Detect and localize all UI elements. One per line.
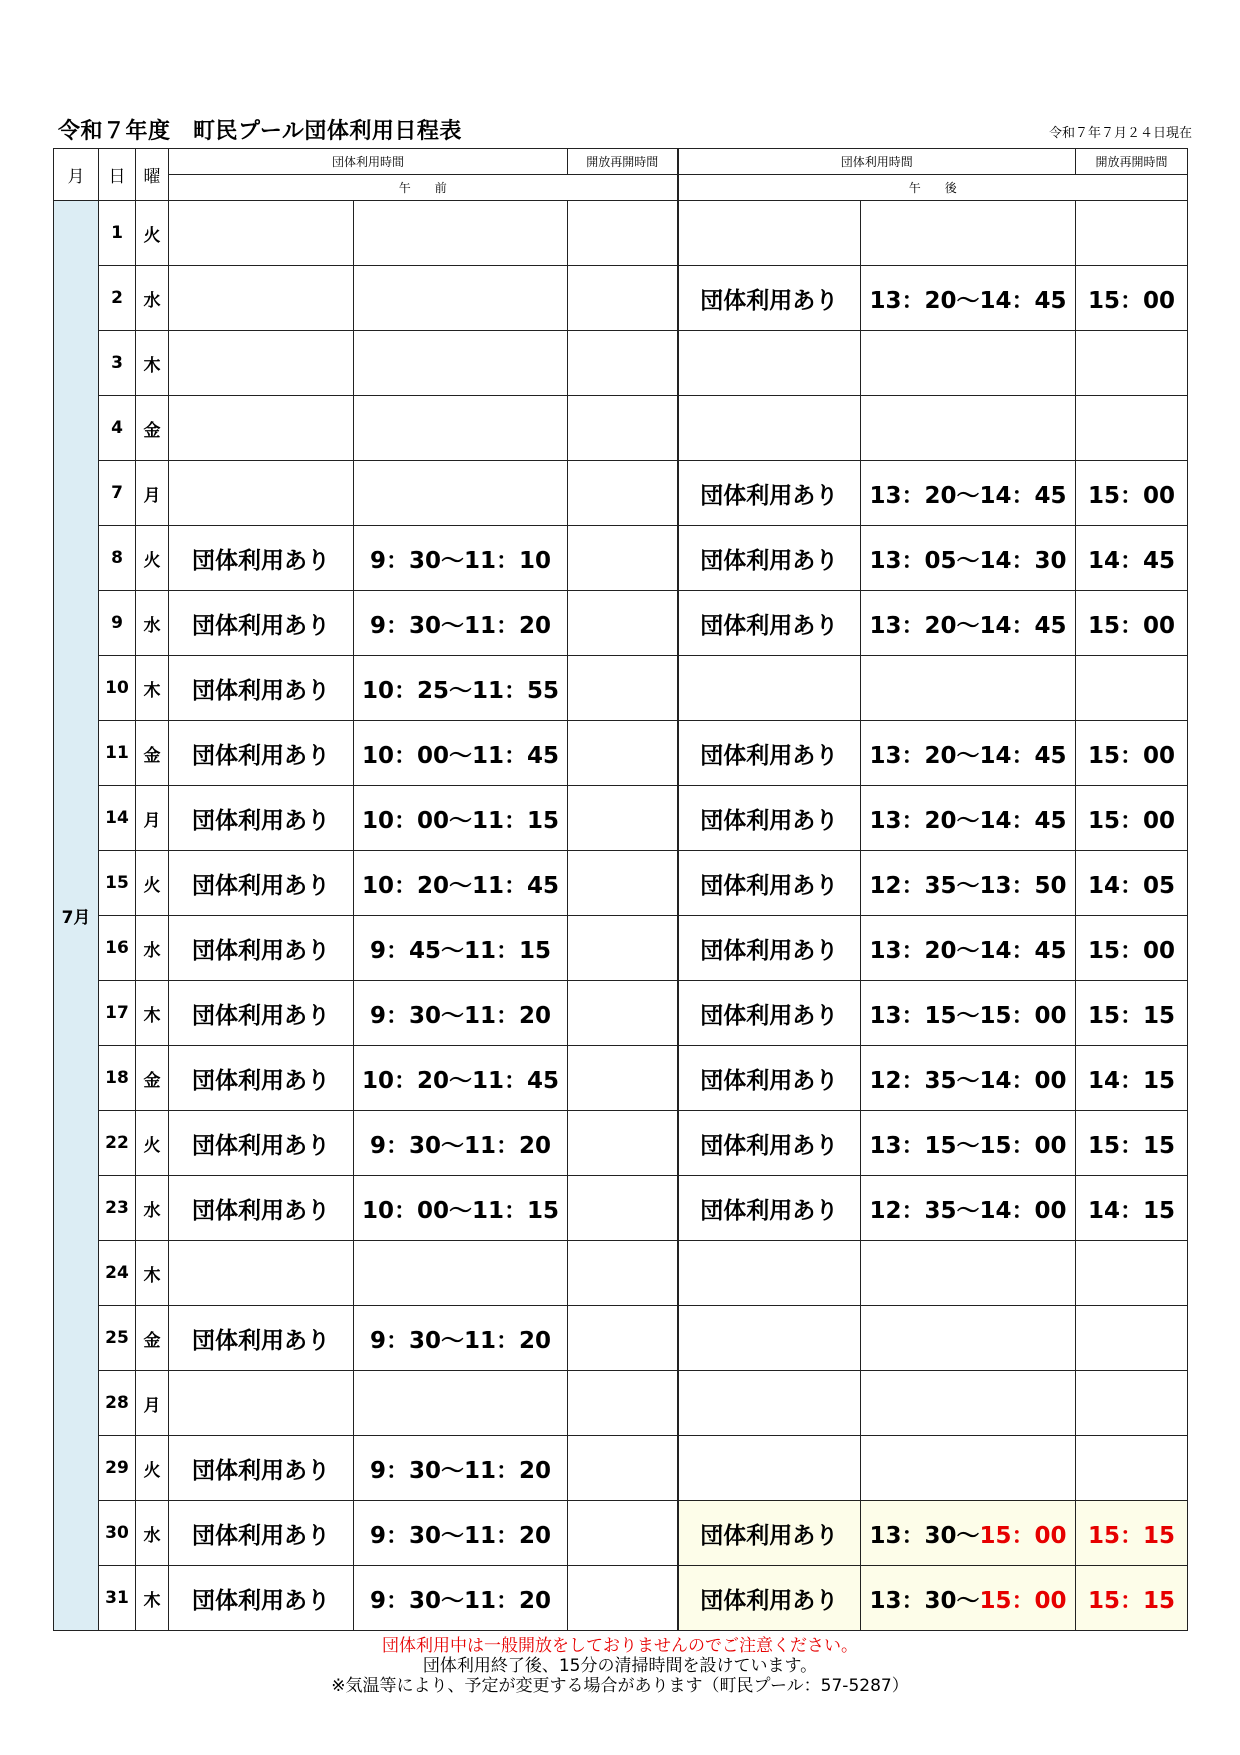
am-time-cell: 9：30～11：20: [354, 1111, 568, 1176]
note-weather: ※気温等により、予定が変更する場合があります（町民プール：57-5287）: [331, 1676, 909, 1696]
am-group-cell: [169, 1371, 354, 1436]
pm-time-start: 12：35～: [869, 872, 980, 899]
am-group-cell: 団体利用あり: [169, 526, 354, 591]
table-row: [54, 1111, 1188, 1176]
am-time-cell: [354, 266, 568, 331]
pm-time-start: 13：20～: [869, 482, 980, 509]
am-group-cell: 団体利用あり: [169, 1046, 354, 1111]
table-row: [54, 786, 1188, 851]
pm-time-cell: [861, 266, 1076, 331]
am-group-cell: 団体利用あり: [169, 656, 354, 721]
weekday-cell: 月: [136, 786, 169, 851]
pm-reopen-cell: 15：00: [1076, 266, 1188, 331]
pm-reopen-cell: 15：00: [1076, 786, 1188, 851]
pm-time-start: 13：15～: [869, 1002, 980, 1029]
pm-reopen-cell: [1076, 656, 1188, 721]
pm-time-end: 13：50: [979, 872, 1067, 899]
am-reopen-cell: [568, 1306, 678, 1371]
am-group-cell: 団体利用あり: [169, 1566, 354, 1631]
pm-time-cell: [861, 1501, 1076, 1566]
table-row: [54, 721, 1188, 786]
weekday-cell: 火: [136, 526, 169, 591]
header-row-1: [54, 149, 1188, 175]
table-row: [54, 1501, 1188, 1566]
day-cell: 7: [99, 461, 136, 526]
am-reopen-cell: [568, 396, 678, 461]
weekday-cell: 金: [136, 1046, 169, 1111]
pm-time-cell: [861, 591, 1076, 656]
am-group-cell: 団体利用あり: [169, 1176, 354, 1241]
pm-time-cell: [861, 851, 1076, 916]
am-time-cell: 10：20～11：45: [354, 851, 568, 916]
pm-time-end: 14：45: [979, 937, 1067, 964]
pm-group-cell: [678, 1371, 861, 1436]
pm-group-cell: [678, 396, 861, 461]
weekday-cell: 水: [136, 1501, 169, 1566]
day-cell: 14: [99, 786, 136, 851]
table-row: [54, 1306, 1188, 1371]
header-day: 日: [99, 149, 136, 201]
pm-time-end: 15：00: [979, 1132, 1067, 1159]
day-cell: 10: [99, 656, 136, 721]
am-group-cell: 団体利用あり: [169, 1501, 354, 1566]
am-reopen-cell: [568, 331, 678, 396]
am-reopen-cell: [568, 1501, 678, 1566]
pm-time-cell: [861, 526, 1076, 591]
am-reopen-cell: [568, 1111, 678, 1176]
am-time-cell: [354, 396, 568, 461]
pm-reopen-cell: 15：00: [1076, 461, 1188, 526]
table-row: [54, 461, 1188, 526]
page-title: 令和７年度 町民プール団体利用日程表: [58, 119, 462, 144]
pm-group-cell: 団体利用あり: [678, 1501, 861, 1566]
day-cell: 16: [99, 916, 136, 981]
pm-reopen-cell: [1076, 1306, 1188, 1371]
am-time-cell: 9：30～11：20: [354, 1566, 568, 1631]
table-row: [54, 331, 1188, 396]
pm-group-cell: [678, 1436, 861, 1501]
table-row: [54, 1046, 1188, 1111]
weekday-cell: 金: [136, 1306, 169, 1371]
table-row: [54, 1241, 1188, 1306]
am-time-cell: [354, 1241, 568, 1306]
pm-group-cell: 団体利用あり: [678, 721, 861, 786]
weekday-cell: 木: [136, 331, 169, 396]
am-time-cell: 10：00～11：45: [354, 721, 568, 786]
pm-time-cell: [861, 1566, 1076, 1631]
pm-reopen-cell: 15：15: [1076, 981, 1188, 1046]
day-cell: 17: [99, 981, 136, 1046]
weekday-cell: 月: [136, 461, 169, 526]
am-group-cell: 団体利用あり: [169, 1306, 354, 1371]
pm-group-cell: [678, 656, 861, 721]
am-group-cell: 団体利用あり: [169, 981, 354, 1046]
pm-time-cell: [861, 916, 1076, 981]
schedule-table: [53, 148, 1188, 1631]
am-group-cell: 団体利用あり: [169, 1111, 354, 1176]
am-time-cell: 9：30～11：20: [354, 1501, 568, 1566]
weekday-cell: 水: [136, 266, 169, 331]
pm-time-cell: [861, 981, 1076, 1046]
am-time-cell: 9：30～11：20: [354, 1436, 568, 1501]
pm-time-cell: [861, 656, 1076, 721]
pm-time-end: 15：00: [979, 1522, 1067, 1549]
am-reopen-cell: [568, 591, 678, 656]
weekday-cell: 木: [136, 1241, 169, 1306]
am-reopen-cell: [568, 1436, 678, 1501]
weekday-cell: 水: [136, 916, 169, 981]
am-reopen-cell: [568, 916, 678, 981]
header-month: 月: [54, 149, 99, 201]
pm-group-cell: 団体利用あり: [678, 526, 861, 591]
weekday-cell: 水: [136, 591, 169, 656]
pm-group-cell: [678, 331, 861, 396]
pm-time-end: 15：00: [979, 1587, 1067, 1614]
day-cell: 11: [99, 721, 136, 786]
pm-time-start: 13：20～: [869, 742, 980, 769]
table-row: [54, 851, 1188, 916]
am-group-cell: [169, 266, 354, 331]
pm-time-cell: [861, 331, 1076, 396]
am-group-cell: 団体利用あり: [169, 1436, 354, 1501]
pm-time-start: 13：20～: [869, 287, 980, 314]
pm-time-cell: [861, 1436, 1076, 1501]
am-reopen-cell: [568, 981, 678, 1046]
pm-time-cell: [861, 396, 1076, 461]
pm-time-end: 14：45: [979, 807, 1067, 834]
pm-time-start: 13：20～: [869, 807, 980, 834]
weekday-cell: 金: [136, 721, 169, 786]
day-cell: 23: [99, 1176, 136, 1241]
am-group-cell: 団体利用あり: [169, 591, 354, 656]
pm-group-cell: 団体利用あり: [678, 786, 861, 851]
pm-reopen-cell: [1076, 331, 1188, 396]
am-time-cell: 10：25～11：55: [354, 656, 568, 721]
am-time-cell: 10：20～11：45: [354, 1046, 568, 1111]
am-reopen-cell: [568, 201, 678, 266]
table-row: [54, 266, 1188, 331]
table-row: [54, 396, 1188, 461]
weekday-cell: 木: [136, 1566, 169, 1631]
am-group-cell: [169, 201, 354, 266]
weekday-cell: 月: [136, 1371, 169, 1436]
day-cell: 24: [99, 1241, 136, 1306]
pm-time-cell: [861, 1176, 1076, 1241]
pm-reopen-cell: 15：15: [1076, 1111, 1188, 1176]
am-time-cell: 9：30～11：10: [354, 526, 568, 591]
am-group-cell: [169, 1241, 354, 1306]
pm-time-start: 13：20～: [869, 937, 980, 964]
table-row: [54, 1371, 1188, 1436]
pm-time-cell: [861, 1046, 1076, 1111]
am-group-cell: 団体利用あり: [169, 721, 354, 786]
pm-time-cell: [861, 1306, 1076, 1371]
am-time-cell: 9：30～11：20: [354, 981, 568, 1046]
am-group-cell: [169, 331, 354, 396]
weekday-cell: 木: [136, 656, 169, 721]
pm-time-start: 13：15～: [869, 1132, 980, 1159]
table-row: [54, 656, 1188, 721]
pm-time-cell: [861, 786, 1076, 851]
am-reopen-cell: [568, 1241, 678, 1306]
table-row: [54, 981, 1188, 1046]
pm-reopen-cell: 15：15: [1076, 1566, 1188, 1631]
header-am: 午 前: [169, 175, 678, 201]
weekday-cell: 金: [136, 396, 169, 461]
am-reopen-cell: [568, 526, 678, 591]
pm-time-cell: [861, 201, 1076, 266]
pm-time-start: 12：35～: [869, 1197, 980, 1224]
pm-reopen-cell: 14：15: [1076, 1176, 1188, 1241]
pm-reopen-cell: 15：15: [1076, 1501, 1188, 1566]
am-reopen-cell: [568, 786, 678, 851]
pm-time-start: 13：20～: [869, 612, 980, 639]
day-cell: 9: [99, 591, 136, 656]
pm-time-end: 14：45: [979, 612, 1067, 639]
am-group-cell: 団体利用あり: [169, 916, 354, 981]
header-pm-group-time: 団体利用時間: [678, 149, 1076, 175]
am-group-cell: [169, 396, 354, 461]
pm-time-start: 13：05～: [869, 547, 980, 574]
pm-reopen-cell: 15：00: [1076, 916, 1188, 981]
am-reopen-cell: [568, 1371, 678, 1436]
pm-group-cell: 団体利用あり: [678, 851, 861, 916]
pm-time-start: 12：35～: [869, 1067, 980, 1094]
weekday-cell: 木: [136, 981, 169, 1046]
am-reopen-cell: [568, 851, 678, 916]
pm-group-cell: 団体利用あり: [678, 1566, 861, 1631]
footer-notes: [0, 1636, 1240, 1696]
pm-group-cell: 団体利用あり: [678, 461, 861, 526]
pm-reopen-cell: [1076, 201, 1188, 266]
pm-group-cell: 団体利用あり: [678, 1111, 861, 1176]
weekday-cell: 水: [136, 1176, 169, 1241]
day-cell: 8: [99, 526, 136, 591]
am-time-cell: 10：00～11：15: [354, 786, 568, 851]
table-row: [54, 1566, 1188, 1631]
pm-time-end: 14：45: [979, 482, 1067, 509]
am-reopen-cell: [568, 1566, 678, 1631]
header-pm: 午 後: [678, 175, 1188, 201]
am-time-cell: [354, 1371, 568, 1436]
am-time-cell: 9：45～11：15: [354, 916, 568, 981]
pm-group-cell: 団体利用あり: [678, 1176, 861, 1241]
header-weekday: 曜: [136, 149, 169, 201]
pm-group-cell: [678, 1306, 861, 1371]
pm-time-end: 14：30: [979, 547, 1067, 574]
table-row: [54, 1436, 1188, 1501]
pm-time-end: 14：45: [979, 287, 1067, 314]
day-cell: 31: [99, 1566, 136, 1631]
am-time-cell: [354, 331, 568, 396]
table-row: [54, 526, 1188, 591]
pm-group-cell: [678, 1241, 861, 1306]
pm-reopen-cell: [1076, 1371, 1188, 1436]
weekday-cell: 火: [136, 1111, 169, 1176]
weekday-cell: 火: [136, 1436, 169, 1501]
pm-group-cell: 団体利用あり: [678, 266, 861, 331]
pm-reopen-cell: 15：00: [1076, 591, 1188, 656]
am-group-cell: 団体利用あり: [169, 786, 354, 851]
pm-reopen-cell: [1076, 1241, 1188, 1306]
table-row: [54, 916, 1188, 981]
am-group-cell: 団体利用あり: [169, 851, 354, 916]
pm-time-cell: [861, 721, 1076, 786]
am-time-cell: 9：30～11：20: [354, 1306, 568, 1371]
pm-group-cell: 団体利用あり: [678, 981, 861, 1046]
header-am-reopen: 開放再開時間: [568, 149, 678, 175]
pm-group-cell: 団体利用あり: [678, 1046, 861, 1111]
am-time-cell: [354, 201, 568, 266]
weekday-cell: 火: [136, 201, 169, 266]
pm-reopen-cell: 14：15: [1076, 1046, 1188, 1111]
am-time-cell: 10：00～11：15: [354, 1176, 568, 1241]
pm-time-cell: [861, 1111, 1076, 1176]
month-cell: 7月: [54, 201, 99, 1631]
day-cell: 22: [99, 1111, 136, 1176]
header-pm-reopen: 開放再開時間: [1076, 149, 1188, 175]
pm-reopen-cell: [1076, 1436, 1188, 1501]
pm-time-end: 14：00: [979, 1067, 1067, 1094]
am-time-cell: [354, 461, 568, 526]
as-of-date: 令和７年７月２４日現在: [1048, 126, 1192, 141]
am-reopen-cell: [568, 656, 678, 721]
header-row-2: [54, 175, 1188, 201]
am-reopen-cell: [568, 461, 678, 526]
pm-reopen-cell: 15：00: [1076, 721, 1188, 786]
pm-time-end: 14：00: [979, 1197, 1067, 1224]
header-am-group-time: 団体利用時間: [169, 149, 568, 175]
am-reopen-cell: [568, 1176, 678, 1241]
note-cleaning: 団体利用終了後、15分の清掃時間を設けています。: [422, 1656, 818, 1676]
pm-group-cell: 団体利用あり: [678, 591, 861, 656]
table-row: [54, 201, 1188, 266]
day-cell: 3: [99, 331, 136, 396]
pm-reopen-cell: [1076, 396, 1188, 461]
day-cell: 15: [99, 851, 136, 916]
pm-group-cell: 団体利用あり: [678, 916, 861, 981]
am-time-cell: 9：30～11：20: [354, 591, 568, 656]
pm-time-end: 14：45: [979, 742, 1067, 769]
am-reopen-cell: [568, 266, 678, 331]
day-cell: 18: [99, 1046, 136, 1111]
pm-reopen-cell: 14：05: [1076, 851, 1188, 916]
day-cell: 2: [99, 266, 136, 331]
day-cell: 1: [99, 201, 136, 266]
table-row: [54, 591, 1188, 656]
day-cell: 29: [99, 1436, 136, 1501]
pm-reopen-cell: 14：45: [1076, 526, 1188, 591]
am-reopen-cell: [568, 721, 678, 786]
pm-time-cell: [861, 461, 1076, 526]
note-warning: 団体利用中は一般開放をしておりませんのでご注意ください。: [382, 1636, 858, 1656]
day-cell: 30: [99, 1501, 136, 1566]
day-cell: 25: [99, 1306, 136, 1371]
weekday-cell: 火: [136, 851, 169, 916]
am-group-cell: [169, 461, 354, 526]
table-row: [54, 1176, 1188, 1241]
am-reopen-cell: [568, 1046, 678, 1111]
day-cell: 4: [99, 396, 136, 461]
pm-time-start: 13：30～: [869, 1587, 980, 1614]
pm-time-cell: [861, 1241, 1076, 1306]
pm-time-cell: [861, 1371, 1076, 1436]
pm-time-start: 13：30～: [869, 1522, 980, 1549]
pm-group-cell: [678, 201, 861, 266]
pm-time-end: 15：00: [979, 1002, 1067, 1029]
day-cell: 28: [99, 1371, 136, 1436]
